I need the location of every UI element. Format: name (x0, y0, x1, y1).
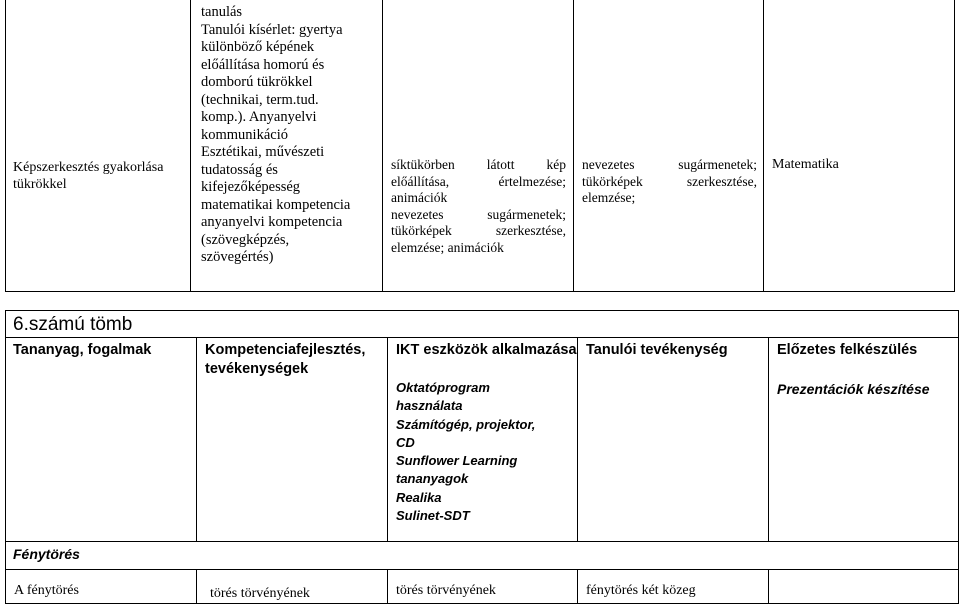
text-line: kifejezőképesség (201, 179, 301, 195)
text-line: matematikai kompetencia (201, 196, 351, 213)
text-line: használata (396, 398, 463, 414)
text-line: elemzése; (582, 190, 636, 205)
t1-divider-4 (763, 0, 764, 292)
text-line: tükörképek szerkesztése, (391, 223, 566, 238)
t2-divider-4 (768, 337, 769, 542)
t2-divider-1 (196, 337, 197, 542)
last-row-cell-3: törés törvényének (396, 583, 496, 598)
t1-border-left (5, 0, 6, 292)
text-line: előállítása, értelmezése; (391, 173, 566, 189)
t2-divider-3 (577, 337, 578, 542)
text-line: tükörképek szerkesztése, (582, 173, 757, 189)
text-line: szövegértés) (201, 249, 274, 265)
t2-border-right (958, 310, 959, 604)
t2-divider-2 (387, 337, 388, 542)
text-line: (szövegképzés, (201, 231, 290, 248)
header-ikt: IKT eszközök alkalmazása (396, 342, 577, 358)
section-label-fenytores: Fénytörés (13, 546, 80, 562)
t2-border-top (5, 310, 959, 311)
text-line: Sulinet-SDT (396, 508, 470, 524)
t2-last-divider-4 (768, 569, 769, 604)
t2-last-divider-2 (387, 569, 388, 604)
last-row-cell-2: törés törvényének (210, 586, 310, 601)
t2-section-bottom (5, 569, 959, 570)
t2-section-top (5, 541, 959, 542)
text-line: CD (396, 434, 415, 450)
last-row-cell-1: A fénytörés (14, 583, 79, 598)
header-tanuloi: Tanulói tevékenység (586, 342, 728, 358)
text-line: animációk (391, 190, 448, 205)
last-row-cell-4: fénytörés két közeg (586, 583, 696, 598)
text-line: különböző képének (201, 39, 315, 55)
text-line: előállítása homorú és (201, 56, 325, 73)
text-line: anyanyelvi kompetencia (201, 214, 343, 230)
text-line: tanulás (201, 4, 243, 20)
ikt-list (396, 379, 576, 525)
header-tananyag: Tananyag, fogalmak (13, 342, 152, 358)
t1-competence-cell (201, 4, 381, 267)
block-title: 6.számú tömb (13, 314, 133, 335)
t1-divider-3 (573, 0, 574, 292)
t1-divider-2 (382, 0, 383, 292)
text-line: tananyagok (396, 471, 469, 487)
text-line: tevékenységek (205, 361, 309, 377)
text-line: kommunikáció (201, 126, 288, 143)
header-kompetencia (205, 341, 385, 379)
text-line: (technikai, term.tud. (201, 91, 319, 108)
t1-preparation-cell: Matematika (772, 157, 839, 172)
t1-divider-1 (190, 0, 191, 292)
header-felkeszules: Előzetes felkészülés (777, 342, 918, 358)
t1-border-right (954, 0, 955, 292)
text-line: nevezetes sugármenetek; (391, 206, 566, 222)
t1-topic-cell: Képszerkesztés gyakorlása tükrökkel (13, 160, 164, 192)
t1-student-activity-cell (582, 157, 757, 207)
text-line: elemzése; animációk (391, 239, 504, 255)
text-line: Sunflower Learning (396, 453, 518, 469)
t2-last-divider-3 (577, 569, 578, 604)
text-line: nevezetes sugármenetek; (582, 157, 757, 172)
t2-border-left (5, 310, 6, 604)
text-line: tudatosság és (201, 161, 278, 178)
t1-border-bottom (5, 291, 955, 292)
text-line: Tanulói kísérlet: gyertya (201, 21, 343, 38)
text-line: Kompetenciafejlesztés, (205, 342, 366, 358)
text-line: domború tükrökkel (201, 74, 313, 90)
text-line: síktükörben látott kép (391, 157, 566, 172)
text-line: Esztétikai, művészeti (201, 144, 325, 160)
text-line: Számítógép, projektor, (396, 416, 536, 432)
t1-ikt-cell (391, 157, 566, 256)
text-line: Realika (396, 489, 442, 505)
text-line: Oktatóprogram (396, 380, 490, 395)
t2-title-divider (5, 337, 959, 338)
text-line: komp.). Anyanyelvi (201, 109, 317, 125)
t2-last-divider-1 (196, 569, 197, 604)
preparation-text: Prezentációk készítése (777, 381, 930, 397)
